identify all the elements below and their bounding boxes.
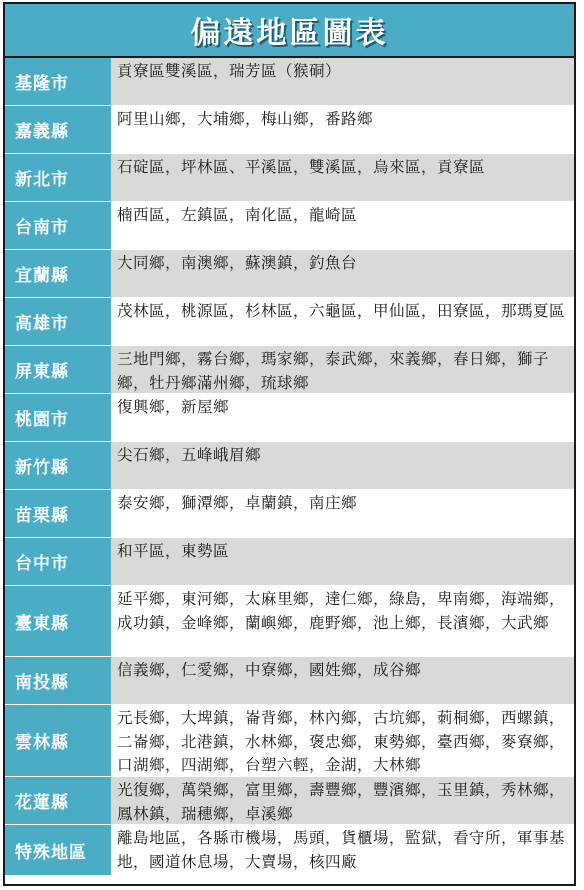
region-label: 基隆市 (5, 58, 111, 105)
remote-areas-table (3, 2, 576, 886)
region-areas: 信義鄉，仁愛鄉，中寮鄉，國姓鄉，成谷鄉 (111, 657, 574, 704)
region-label: 嘉義縣 (5, 106, 111, 153)
table-row (5, 346, 574, 394)
region-areas: 石碇區，坪林區、平溪區，雙溪區，烏來區，貢寮區 (111, 154, 574, 201)
region-label: 新北市 (5, 154, 111, 201)
region-label: 苗栗縣 (5, 490, 111, 537)
region-label: 台中市 (5, 538, 111, 585)
region-label: 高雄市 (5, 298, 111, 345)
region-areas: 泰安鄉，獅潭鄉，卓蘭鎮，南庄鄉 (111, 490, 574, 537)
region-label: 台南市 (5, 202, 111, 249)
region-label: 花蓮縣 (5, 777, 111, 824)
region-areas: 大同鄉，南澳鄉，蘇澳鎮，釣魚台 (111, 250, 574, 297)
region-label: 新竹縣 (5, 442, 111, 489)
region-areas: 三地門鄉，霧台鄉，瑪家鄉，泰武鄉，來義鄉，春日鄉，獅子鄉，牡丹鄉滿州鄉，琉球鄉 (111, 346, 574, 393)
table-row (5, 58, 574, 106)
table-row (5, 106, 574, 154)
table-row (5, 538, 574, 586)
region-areas: 延平鄉，東河鄉，太麻里鄉，達仁鄉，綠島，卑南鄉，海端鄉，成功鎮，金峰鄉，蘭嶼鄉，鹿野鄉，池上鄉，長濱鄉，大武鄉 (111, 586, 574, 656)
table-row (5, 250, 574, 298)
table-row (5, 298, 574, 346)
table-row (5, 825, 574, 875)
region-areas: 貢寮區雙溪區，瑞芳區（猴硐） (111, 58, 574, 105)
region-label: 宜蘭縣 (5, 250, 111, 297)
table-row (5, 394, 574, 442)
region-areas: 茂林區，桃源區，杉林區，六龜區，甲仙區，田寮區，那瑪夏區 (111, 298, 574, 345)
region-areas: 楠西區，左鎮區，南化區，龍崎區 (111, 202, 574, 249)
region-label: 雲林縣 (5, 705, 111, 776)
region-label: 臺東縣 (5, 586, 111, 656)
table-row (5, 202, 574, 250)
region-areas: 阿里山鄉，大埔鄉，梅山鄉，番路鄉 (111, 106, 574, 153)
table-row (5, 154, 574, 202)
region-areas: 和平區，東勢區 (111, 538, 574, 585)
region-label: 特殊地區 (5, 825, 111, 875)
region-areas: 元長鄉，大埤鎮，崙背鄉，林內鄉，古坑鄉，莿桐鄉，西螺鎮，二崙鄉，北港鎮，水林鄉，褒忠鄉，東勢鄉，臺西鄉，麥寮鄉，口湖鄉，四湖鄉，台塑六輕，金湖，大林鄉 (111, 705, 574, 776)
region-label: 南投縣 (5, 657, 111, 704)
region-areas: 離島地區，各縣市機場，馬頭，貨櫃場，監獄，看守所，軍事基地，國道休息場，大賣場，核四廠 (111, 825, 574, 875)
table-row (5, 586, 574, 657)
region-areas: 尖石鄉，五峰峨眉鄉 (111, 442, 574, 489)
table-row (5, 777, 574, 825)
region-areas: 復興鄉，新屋鄉 (111, 394, 574, 441)
table-title: 偏遠地區圖表 (5, 4, 574, 58)
table-row (5, 657, 574, 705)
table-row (5, 442, 574, 490)
region-label: 桃園市 (5, 394, 111, 441)
table-row (5, 490, 574, 538)
region-areas: 光復鄉，萬榮鄉，富里鄉，壽豐鄉，豐濱鄉，玉里鎮，秀林鄉，鳳林鎮，瑞穗鄉，卓溪鄉 (111, 777, 574, 824)
table-row (5, 705, 574, 777)
region-label: 屏東縣 (5, 346, 111, 393)
